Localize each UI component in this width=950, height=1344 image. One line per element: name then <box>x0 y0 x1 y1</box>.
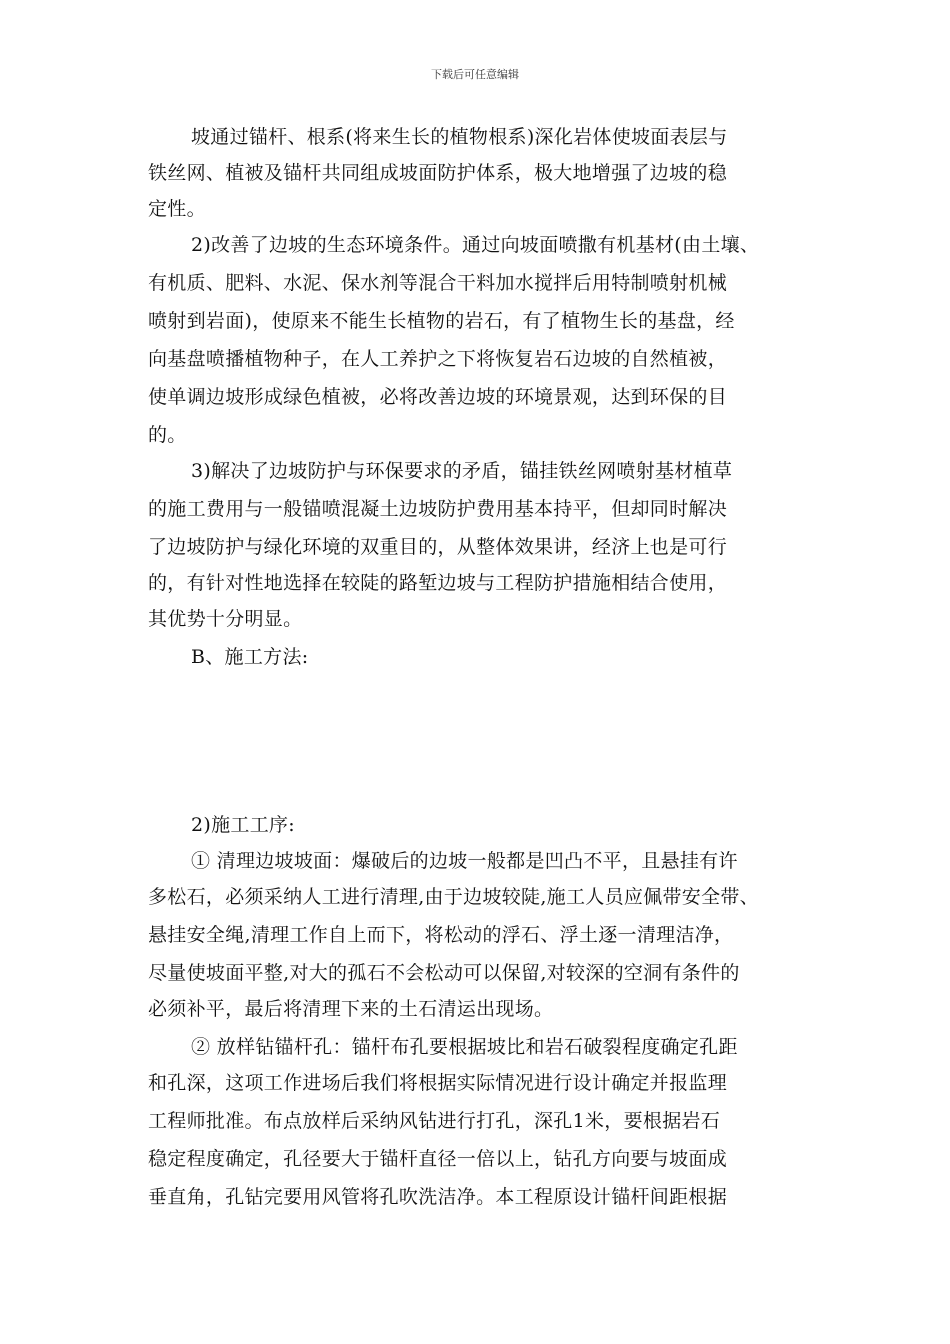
paragraph-line: 使单调边坡形成绿色植被，必将改善边坡的环境景观，达到环保的目 <box>148 386 728 408</box>
paragraph-line: 向基盘喷播植物种子，在人工养护之下将恢复岩石边坡的自然植被， <box>148 348 728 370</box>
paragraph-line: 多松石，必须采纳人工进行清理,由于边坡较陡,施工人员应佩带安全带、 <box>148 886 759 908</box>
paragraph-line: 有机质、肥料、水泥、保水剂等混合干料加水搅拌后用特制喷射机械 <box>148 272 728 294</box>
paragraph-line: ① 清理边坡坡面：爆破后的边坡一般都是凹凸不平，且悬挂有许 <box>191 850 738 872</box>
paragraph-line: 3)解决了边坡防护与环保要求的矛盾，锚挂铁丝网喷射基材植草 <box>191 460 733 482</box>
paragraph-line: 定性。 <box>148 198 206 220</box>
paragraph-line: 的。 <box>148 424 187 446</box>
paragraph-line: 其优势十分明显。 <box>148 608 303 630</box>
paragraph-line: 的，有针对性地选择在较陡的路堑边坡与工程防护措施相结合使用， <box>148 572 728 594</box>
paragraph-line: 必须补平，最后将清理下来的土石清运出现场。 <box>148 998 554 1020</box>
paragraph-line: 的施工费用与一般锚喷混凝土边坡防护费用基本持平，但却同时解决 <box>148 498 728 520</box>
paragraph-line: 和孔深，这项工作进场后我们将根据实际情况进行设计确定并报监理 <box>148 1072 728 1094</box>
paragraph-line: 铁丝网、植被及锚杆共同组成坡面防护体系，极大地增强了边坡的稳 <box>148 162 728 184</box>
paragraph-line: 喷射到岩面)，使原来不能生长植物的岩石，有了植物生长的基盘，经 <box>148 310 735 332</box>
paragraph-line: 悬挂安全绳,清理工作自上而下，将松动的浮石、浮土逐一清理洁净， <box>148 924 734 946</box>
paragraph-line: 稳定程度确定，孔径要大于锚杆直径一倍以上，钻孔方向要与坡面成 <box>148 1148 728 1170</box>
subsection-heading: 2)施工工序: <box>191 814 296 836</box>
paragraph-line: ② 放样钻锚杆孔：锚杆布孔要根据坡比和岩石破裂程度确定孔距 <box>191 1036 738 1058</box>
paragraph-line: 工程师批准。布点放样后采纳风钻进行打孔，深孔1米，要根据岩石 <box>148 1110 721 1132</box>
paragraph-line: 了边坡防护与绿化环境的双重目的，从整体效果讲，经济上也是可行 <box>148 536 728 558</box>
paragraph-line: 坡通过锚杆、根系(将来生长的植物根系)深化岩体使坡面表层与 <box>191 126 728 148</box>
paragraph-line: 2)改善了边坡的生态环境条件。通过向坡面喷撒有机基材(由土壤、 <box>191 234 760 256</box>
page-header: 下载后可任意编辑 <box>431 68 519 81</box>
paragraph-line: 垂直角，孔钻完要用风管将孔吹洗洁净。本工程原设计锚杆间距根据 <box>148 1186 728 1208</box>
section-heading: B、施工方法: <box>191 646 309 668</box>
paragraph-line: 尽量使坡面平整,对大的孤石不会松动可以保留,对较深的空洞有条件的 <box>148 962 740 984</box>
